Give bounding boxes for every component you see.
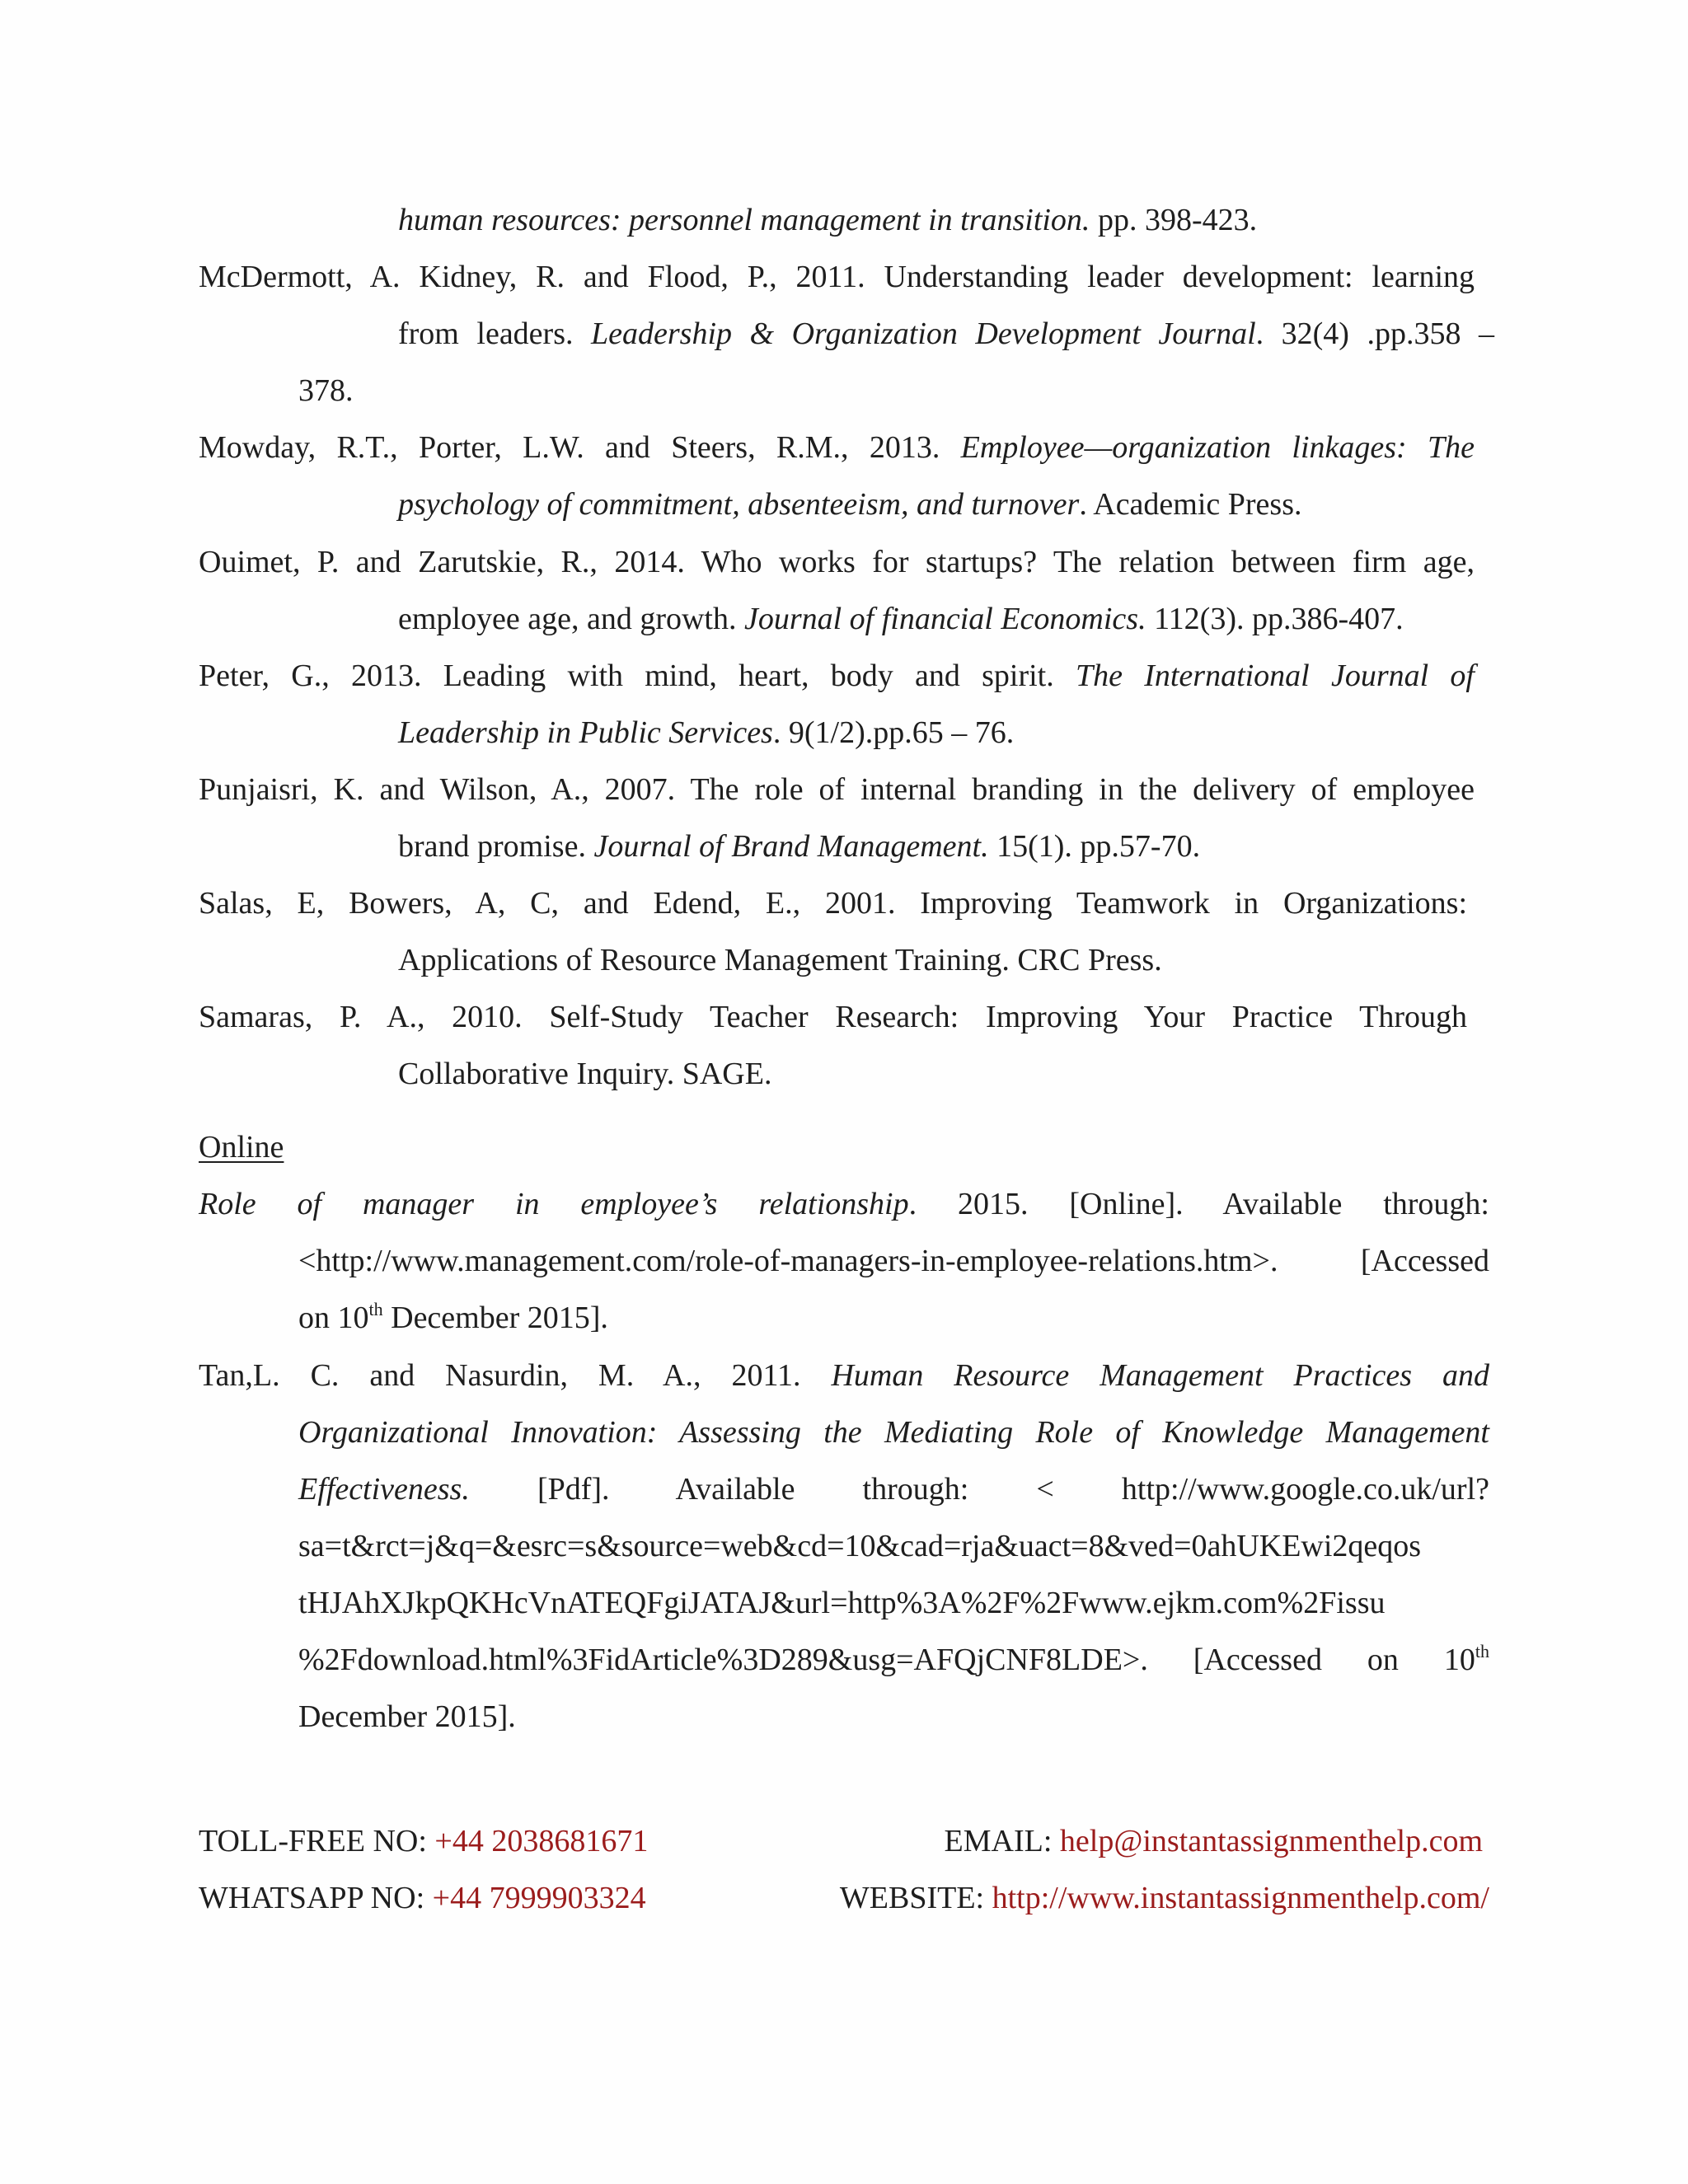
text-run: Applications of Resource Management Training. CRC Press. <box>398 943 1162 977</box>
reference-line <box>398 603 1404 635</box>
reference-line <box>199 432 1475 463</box>
reference-line <box>199 888 1467 919</box>
text-run: . 9(1/2).pp.65 – 76. <box>772 715 1015 750</box>
toll-free-label: TOLL-FREE NO: <box>199 1824 435 1858</box>
text-run: from leaders. <box>398 316 592 351</box>
italic-text: The International Journal of <box>1075 658 1475 693</box>
reference-line <box>398 831 1200 862</box>
text-run: employee age, and growth. <box>398 602 744 636</box>
text-run: Peter, G., 2013. Leading with mind, heart, body and spirit. <box>199 658 1076 693</box>
reference-line <box>398 1058 771 1090</box>
text-run: 378. <box>298 373 354 408</box>
toll-free-number[interactable]: +44 2038681671 <box>434 1824 649 1858</box>
italic-text: Leadership & Organization Development Journal <box>591 316 1256 351</box>
reference-line <box>298 375 354 406</box>
text-run: <http://www.management.com/role-of-managers-in-employee-relations.htm>. [Accessed <box>298 1244 1489 1278</box>
online-reference-line <box>298 1245 1489 1277</box>
online-reference-line <box>298 1417 1489 1448</box>
reference-line <box>199 660 1475 691</box>
text-run: Tan,L. C. and Nasurdin, M. A., 2011. <box>199 1358 832 1393</box>
text-run: Punjaisri, K. and Wilson, A., 2007. The role of internal branding in the delivery of employee <box>199 772 1475 807</box>
text-run: . 32(4) .pp.358 – <box>1255 316 1495 351</box>
italic-text: Employee—organization linkages: The <box>960 430 1475 465</box>
reference-line <box>199 774 1475 805</box>
email-label: EMAIL: <box>944 1824 1060 1858</box>
whatsapp-label: WHATSAPP NO: <box>199 1881 433 1915</box>
whatsapp-contact <box>199 1882 646 1914</box>
text-run: Ouimet, P. and Zarutskie, R., 2014. Who works for startups? The relation between firm age, <box>199 545 1475 579</box>
text-run: tHJAhXJkpQKHcVnATEQFgiJATAJ&url=http%3A%2F%2Fwww.ejkm.com%2Fissu <box>298 1586 1386 1620</box>
italic-text: Journal of financial Economics. <box>743 602 1146 636</box>
italic-text: psychology of commitment, absenteeism, and turnover <box>398 487 1080 522</box>
whatsapp-number[interactable]: +44 7999903324 <box>432 1881 646 1915</box>
website-contact <box>840 1882 1489 1914</box>
online-reference-line <box>298 1587 1385 1619</box>
superscript-text: th <box>1475 1641 1489 1661</box>
superscript-text: th <box>368 1299 383 1319</box>
text-run: . Academic Press. <box>1079 487 1302 522</box>
online-reference-line <box>298 1530 1421 1562</box>
online-reference-line <box>199 1360 1489 1391</box>
text-run: McDermott, A. Kidney, R. and Flood, P., 2011. Understanding leader development: learning <box>199 260 1475 294</box>
reference-line <box>199 546 1475 578</box>
reference-line <box>398 489 1302 520</box>
text-run: pp. 398-423. <box>1090 203 1258 237</box>
italic-text: Effectiveness. <box>298 1472 470 1507</box>
website-link[interactable]: http://www.instantassignmenthelp.com/ <box>992 1881 1489 1915</box>
italic-text: Role of manager in employee’s relationship <box>199 1187 909 1221</box>
online-reference-line <box>199 1188 1489 1220</box>
italic-text: Organizational Innovation: Assessing the Mediating Role of Knowledge Management <box>298 1415 1489 1450</box>
text-run: %2Fdownload.html%3FidArticle%3D289&usg=AFQjCNF8LDE>. [Accessed on 10 <box>298 1643 1475 1677</box>
text-run: Collaborative Inquiry. SAGE. <box>398 1057 772 1091</box>
italic-text: Human Resource Management Practices and <box>831 1358 1490 1393</box>
text-run: Samaras, P. A., 2010. Self-Study Teacher Research: Improving Your Practice Through <box>199 1000 1467 1034</box>
online-reference-line <box>298 1641 1489 1677</box>
text-run: December 2015]. <box>382 1301 608 1335</box>
text-run: Mowday, R.T., Porter, L.W. and Steers, R.M., 2013. <box>199 430 961 465</box>
text-run: sa=t&rct=j&q=&esrc=s&source=web&cd=10&cad=rja&uact=8&ved=0ahUKEwi2qeqos <box>298 1529 1422 1563</box>
text-run: 15(1). pp.57-70. <box>988 829 1201 864</box>
text-run: [Pdf]. Available through: < http://www.google.co.uk/url? <box>469 1472 1489 1507</box>
online-reference-line <box>298 1701 516 1732</box>
reference-line <box>199 261 1475 293</box>
text-run: Salas, E, Bowers, A, C, and Edend, E., 2001. Improving Teamwork in Organizations: <box>199 886 1467 921</box>
reference-line <box>398 204 1257 236</box>
text-run: brand promise. <box>398 829 594 864</box>
email-contact <box>945 1825 1483 1857</box>
reference-line <box>199 1001 1467 1033</box>
reference-line <box>398 717 1014 748</box>
italic-text: Journal of Brand Management. <box>593 829 989 864</box>
online-reference-line <box>298 1299 608 1335</box>
website-label: WEBSITE: <box>839 1881 992 1915</box>
text-run: December 2015]. <box>298 1699 516 1734</box>
text-run: 112(3). pp.386-407. <box>1146 602 1404 636</box>
reference-line <box>398 944 1162 976</box>
text-run: on 10 <box>298 1301 369 1335</box>
email-link[interactable]: help@instantassignmenthelp.com <box>1059 1824 1483 1858</box>
online-heading: Online <box>199 1130 284 1165</box>
italic-text: Leadership in Public Services <box>398 715 773 750</box>
online-reference-line <box>298 1474 1489 1505</box>
reference-line <box>398 318 1494 349</box>
text-run: . 2015. [Online]. Available through: <box>908 1187 1489 1221</box>
italic-text: human resources: personnel management in transition. <box>398 203 1090 237</box>
toll-free-contact <box>199 1825 648 1857</box>
